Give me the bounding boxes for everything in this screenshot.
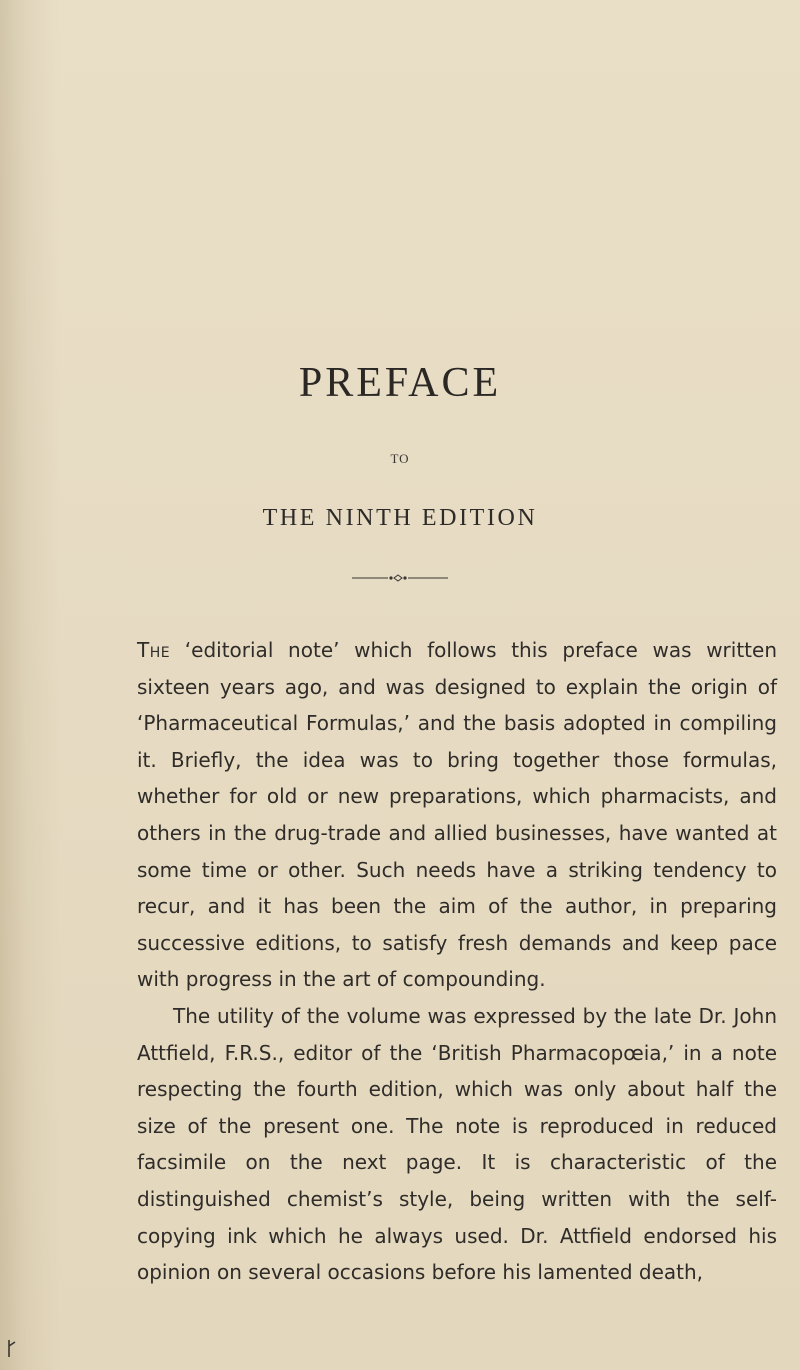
page-title: PREFACE [298,360,502,406]
lead-word: The [137,638,171,662]
edition-subtitle: THE NINTH EDITION [262,505,538,531]
preface-body [137,632,777,1291]
rule-diamond-ornament-icon [352,574,448,582]
paragraph [137,632,777,998]
paragraph-text: The utility of the volume was expressed by the late Dr. John Attfield, F.R.S., editor of the ‘British Pharmacopœia,’ in a note respecting the fourth edition, which was only about half the size of the present one. The note is reproduced in reduced facsimile on the next page. It is characteristic of the distinguished chemist’s style, being written with the self-copying ink which he always used. Dr. Attfield endorsed his opinion on several occasions before his lamented death, [137,1003,777,1285]
page-corner-mark-icon [6,1338,18,1358]
paragraph [137,998,777,1291]
paragraph-text: ‘editorial note’ which follows this preface was written sixteen years ago, and was designed to explain the origin of ‘Pharmaceutical Formulas,’ and the basis adopted in compiling it. Briefly, the idea was to bring together those formulas, whether for old or new preparations, which pharmacists, and others in the drug-trade and allied businesses, have wanted at some time or other. Such needs have a striking tendency to recur, and it has been the aim of the author, in preparing successive editions, to satisfy fresh demands and keep pace with progress in the art of compounding. [137,638,777,992]
title-connector: TO [390,451,410,466]
